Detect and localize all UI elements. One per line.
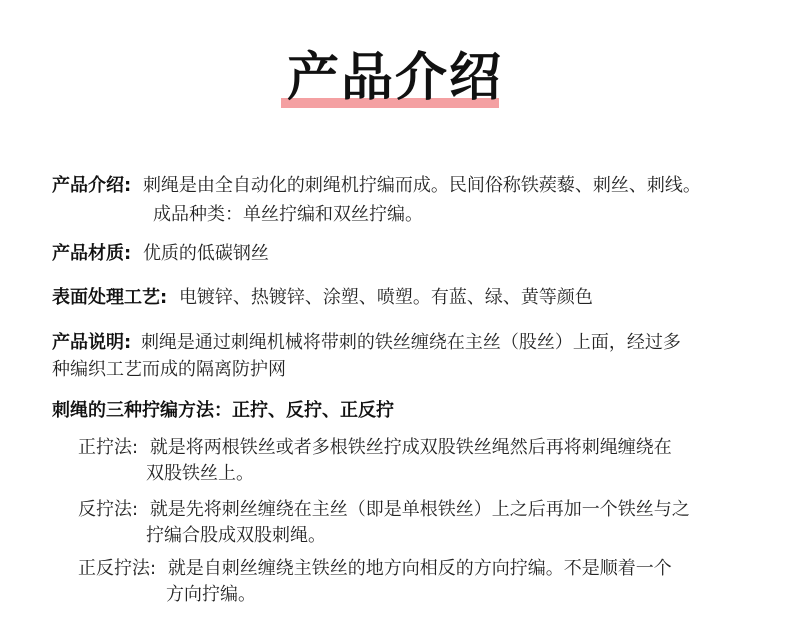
forward-label: 正拧法:: [78, 437, 139, 458]
forward-text-2: 双股铁丝上。: [146, 463, 254, 484]
description-text-1: 刺绳是通过刺绳机械将带刺的铁丝缠绕在主丝（股丝）上面，经过多: [140, 332, 681, 353]
page-title: 产品介绍: [286, 48, 503, 108]
reverse-label: 反拧法:: [78, 499, 139, 520]
reverse-text-1: 就是先将刺丝缠绕在主丝（即是单根铁丝）上之后再加一个铁丝与之: [149, 499, 690, 520]
surface-text: 电镀锌、热镀锌、涂塑、喷塑。有蓝、绿、黄等颜色: [178, 287, 593, 308]
description-line-1: [52, 330, 681, 356]
intro-text-1: 刺绳是由全自动化的刺绳机拧编而成。民间俗称铁蒺藜、刺丝、刺线。: [142, 175, 701, 196]
both-text-1: 就是自刺丝缠绕主铁丝的地方向相反的方向拧编。不是顺着一个: [167, 558, 672, 579]
both-line-1: [78, 556, 672, 582]
reverse-line-2: [146, 523, 326, 549]
description-text-2: 种编织工艺而成的隔离防护网: [52, 359, 286, 380]
intro-text-2: 成品种类：单丝拧编和双丝拧编。: [153, 204, 423, 225]
intro-line-1: [52, 173, 701, 199]
description-label: 产品说明:: [52, 332, 132, 353]
both-line-2: [166, 582, 256, 608]
reverse-text-2: 拧编合股成双股刺绳。: [146, 525, 326, 546]
reverse-line-1: [78, 497, 690, 523]
surface-label: 表面处理工艺:: [52, 287, 168, 308]
title-block: [0, 48, 790, 120]
both-label: 正反拧法:: [78, 558, 157, 579]
forward-line-1: [78, 435, 672, 461]
both-text-2: 方向拧编。: [166, 584, 256, 605]
description-line-2: [52, 357, 286, 383]
intro-line-2: [153, 202, 423, 228]
material-line: [52, 241, 269, 267]
surface-line: [52, 285, 593, 311]
intro-label: 产品介绍:: [52, 175, 132, 196]
methods-heading: 刺绳的三种拧编方法：正拧、反拧、正反拧: [52, 400, 394, 421]
material-label: 产品材质:: [52, 243, 132, 264]
material-text: 优质的低碳钢丝: [142, 243, 269, 264]
forward-text-1: 就是将两根铁丝或者多根铁丝拧成双股铁丝绳然后再将刺绳缠绕在: [149, 437, 672, 458]
forward-line-2: [146, 461, 254, 487]
